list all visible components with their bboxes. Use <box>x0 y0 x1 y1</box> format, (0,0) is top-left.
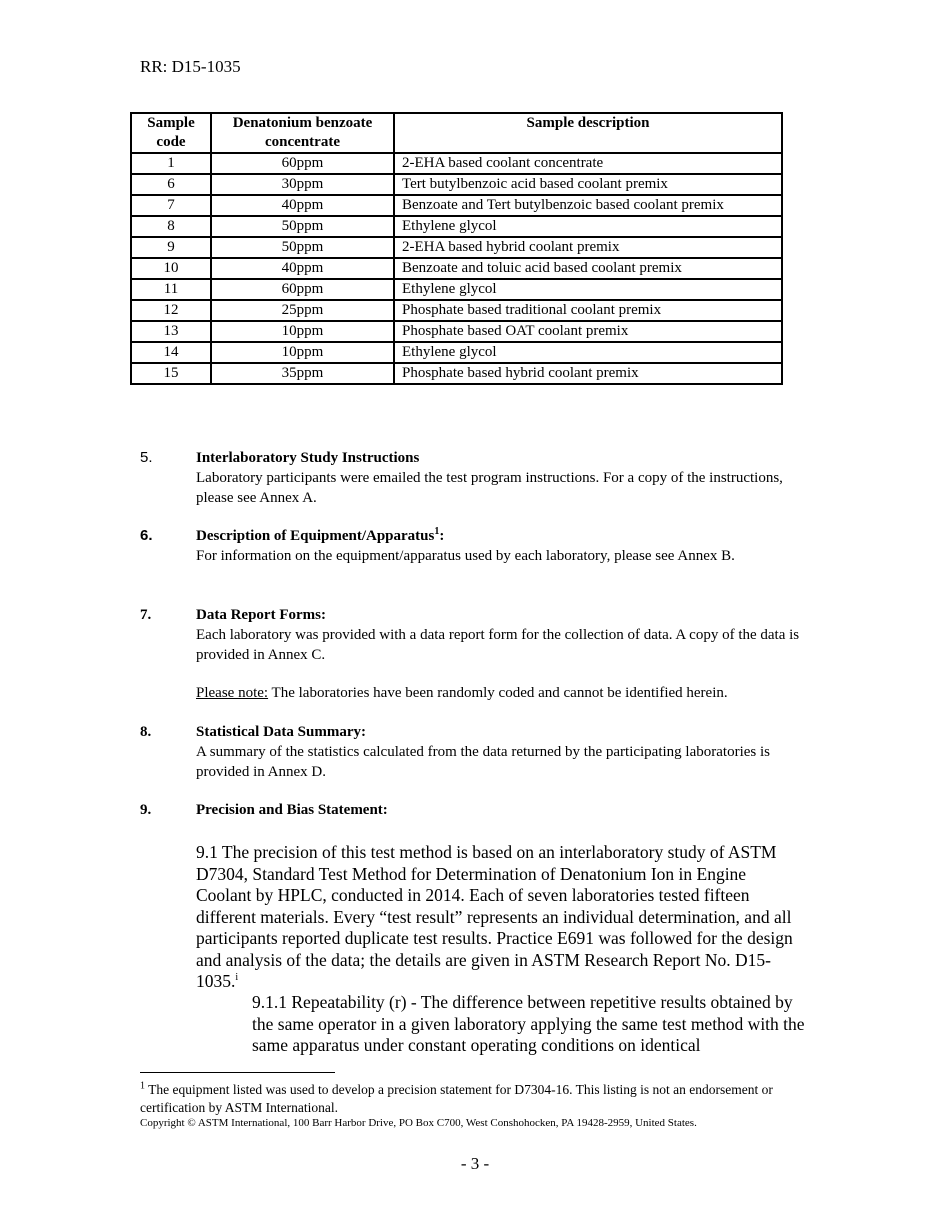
header-description: Sample description <box>394 113 782 153</box>
table-row <box>131 342 782 363</box>
footnote-divider <box>140 1072 335 1073</box>
section-5 <box>140 448 820 508</box>
precision-text: 9.1 The precision of this test method is based on an interlaboratory study of ASTM D7304, Standard Test Method for Determination of Denatonium Ion in Engine Coolant by HPLC, conducted in 2014. Each of seven laboratories tested fifteen different materials. Every “test result” represents an individual determination, and all participants reported duplicate test results. Practice E691 was followed for the design and analysis of the data; the details are given in ASTM Research Report No. D15-1035. <box>196 842 793 991</box>
sample-code-cell: 7 <box>131 195 211 216</box>
description-cell: Benzoate and toluic acid based coolant premix <box>394 258 782 279</box>
sample-code-cell: 6 <box>131 174 211 195</box>
concentration-cell: 30ppm <box>211 174 394 195</box>
table-row <box>131 363 782 384</box>
concentration-cell: 25ppm <box>211 300 394 321</box>
section-number: 6. <box>140 527 153 544</box>
description-cell: Phosphate based traditional coolant premix <box>394 300 782 321</box>
sample-table <box>130 112 783 385</box>
section-title <box>196 526 820 546</box>
description-cell: Phosphate based hybrid coolant premix <box>394 363 782 384</box>
header-line: Sample <box>147 115 195 131</box>
description-cell: Ethylene glycol <box>394 216 782 237</box>
section-title: Interlaboratory Study Instructions <box>196 450 420 466</box>
description-cell: Benzoate and Tert butylbenzoic based coolant premix <box>394 195 782 216</box>
concentration-cell: 40ppm <box>211 195 394 216</box>
description-cell: Tert butylbenzoic acid based coolant premix <box>394 174 782 195</box>
section-title: Data Report Forms: <box>196 607 326 623</box>
concentration-cell: 10ppm <box>211 342 394 363</box>
section-number: 8. <box>140 724 152 740</box>
table-row <box>131 237 782 258</box>
header-sample-code <box>131 113 211 153</box>
concentration-cell: 10ppm <box>211 321 394 342</box>
page-number: - 3 - <box>460 1154 490 1173</box>
section-number: 9. <box>140 802 152 818</box>
footnote-marker: 1 <box>140 1080 145 1092</box>
concentration-cell: 50ppm <box>211 237 394 258</box>
table-row <box>131 195 782 216</box>
sample-code-cell: 13 <box>131 321 211 342</box>
table-header-row <box>131 113 782 153</box>
note-label: Please note: <box>196 685 269 701</box>
header-concentration <box>211 113 394 153</box>
table-row <box>131 153 782 174</box>
report-id-header: RR: D15-1035 <box>140 57 241 76</box>
sample-code-cell: 8 <box>131 216 211 237</box>
section-text: Each laboratory was provided with a data report form for the collection of data. A copy of the data is provided in Annex C. <box>196 627 800 663</box>
header-line: concentrate <box>265 134 340 150</box>
table-row <box>131 300 782 321</box>
table-row <box>131 174 782 195</box>
precision-9-1 <box>196 842 796 993</box>
please-note <box>196 683 820 703</box>
section-title-text: Description of Equipment/Apparatus <box>196 528 435 544</box>
title-suffix: : <box>439 528 445 544</box>
section-9 <box>140 800 820 820</box>
note-text: The laboratories have been randomly coded and cannot be identified herein. <box>268 685 728 701</box>
table-row <box>131 279 782 300</box>
section-text: A summary of the statistics calculated from the data returned by the participating laboratories is provided in Annex D. <box>196 744 770 780</box>
concentration-cell: 35ppm <box>211 363 394 384</box>
section-title: Precision and Bias Statement: <box>196 802 388 818</box>
footnote <box>140 1081 810 1117</box>
header-line: Denatonium benzoate <box>232 115 373 131</box>
header-line: code <box>156 134 186 150</box>
section-text: For information on the equipment/apparatus used by each laboratory, please see Annex B. <box>196 548 735 564</box>
repeatability-9-1-1: 9.1.1 Repeatability (r) - The difference between repetitive results obtained by the same operator in a given laboratory applying the same test method with the same apparatus under constant operating conditions on identical <box>252 992 805 1055</box>
sample-code-cell: 9 <box>131 237 211 258</box>
section-6 <box>140 526 820 566</box>
sample-code-cell: 15 <box>131 363 211 384</box>
concentration-cell: 50ppm <box>211 216 394 237</box>
sample-code-cell: 10 <box>131 258 211 279</box>
footnote-text: The equipment listed was used to develop a precision statement for D7304-16. This listing is not an endorsement or certification by ASTM International. <box>140 1082 773 1115</box>
concentration-cell: 60ppm <box>211 153 394 174</box>
description-cell: Ethylene glycol <box>394 342 782 363</box>
table-row <box>131 216 782 237</box>
sample-code-cell: 11 <box>131 279 211 300</box>
section-number: 5. <box>140 449 153 466</box>
sample-code-cell: 12 <box>131 300 211 321</box>
endnote-ref: i <box>235 972 239 984</box>
section-number: 7. <box>140 607 152 623</box>
table-row <box>131 321 782 342</box>
concentration-cell: 40ppm <box>211 258 394 279</box>
concentration-cell: 60ppm <box>211 279 394 300</box>
section-title: Statistical Data Summary: <box>196 724 366 740</box>
footnote-ref: 1 <box>434 526 440 537</box>
description-cell: 2-EHA based coolant concentrate <box>394 153 782 174</box>
table-row <box>131 258 782 279</box>
copyright-line: Copyright © ASTM International, 100 Barr Harbor Drive, PO Box C700, West Conshohocken, PA 19428-2959, United States. <box>140 1117 697 1129</box>
section-8 <box>140 722 820 782</box>
section-7 <box>140 605 820 703</box>
sample-code-cell: 14 <box>131 342 211 363</box>
description-cell: Ethylene glycol <box>394 279 782 300</box>
section-text: Laboratory participants were emailed the test program instructions. For a copy of the instructions, please see Annex A. <box>196 470 783 506</box>
description-cell: Phosphate based OAT coolant premix <box>394 321 782 342</box>
sample-code-cell: 1 <box>131 153 211 174</box>
description-cell: 2-EHA based hybrid coolant premix <box>394 237 782 258</box>
